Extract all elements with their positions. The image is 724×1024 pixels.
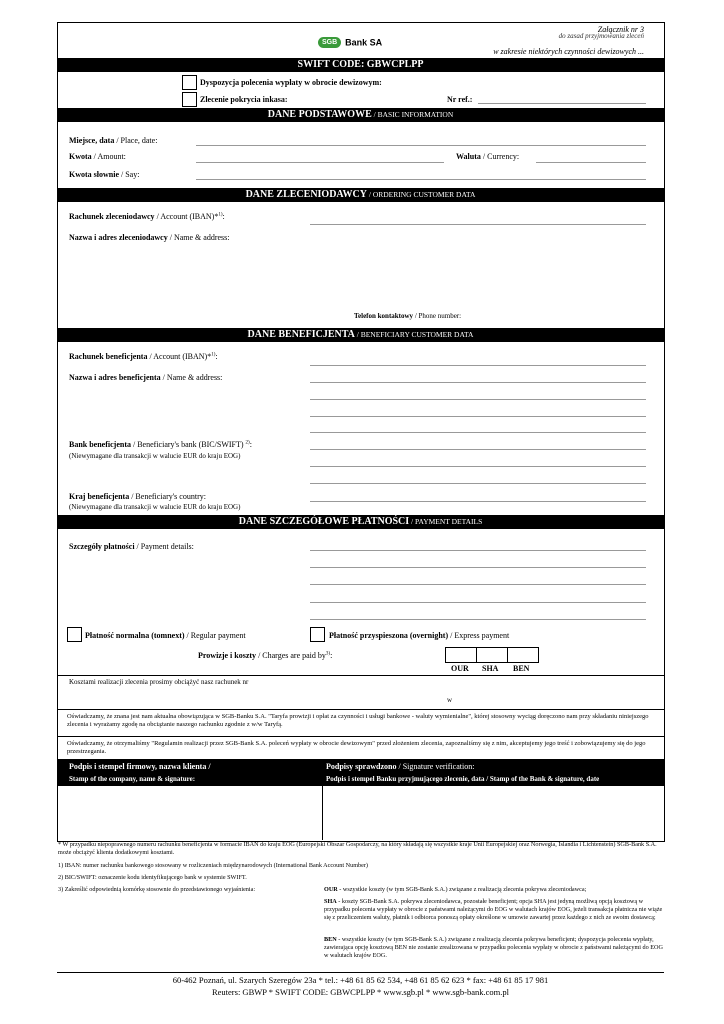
collection-checkbox[interactable] <box>182 92 197 107</box>
amount-words-field[interactable] <box>196 179 646 180</box>
footnote-2: 2) BIC/SWIFT: oznaczenie kodu identyfikującego bank w systemie SWIFT. <box>58 874 247 881</box>
footer-divider <box>57 972 664 973</box>
client-signature-title: Podpis i stempel firmowy, nazwa klienta / <box>69 762 211 771</box>
beneficiary-name-label: Nazwa i adres beneficjenta / Name & address: <box>69 373 223 382</box>
beneficiary-country-note: (Niewymagane dla transakcji w walucie EUR do kraju EOG) <box>69 503 241 511</box>
payment-details-line[interactable] <box>310 567 646 568</box>
ref-label: Nr ref.: <box>447 95 473 104</box>
bank-signature-box[interactable] <box>323 786 663 840</box>
express-payment-label: Płatność przyspieszona (overnight) / Express payment <box>329 631 510 640</box>
declaration-tariff: Oświadczamy, że znana jest nam aktualna obowiązująca w SGB-Banku S.A. "Taryfa prowizji i opłat za czynności i usługi bankowe - waluty wymienialne", której stosowny wyciąg doręczono nam przy składaniu niniejszego zlecenia i wyrażamy zgodę na obciążanie naszego rachunku zgodnie z w/w Taryfą. <box>67 713 649 728</box>
beneficiary-account-field[interactable] <box>310 365 646 366</box>
payment-details-line[interactable] <box>310 584 646 585</box>
beneficiary-name-line[interactable] <box>310 399 646 400</box>
regular-payment-label: Płatność normalna (tomnext) / Regular payment <box>85 631 246 640</box>
currency-label: Waluta / Currency: <box>456 152 520 161</box>
bank-signature-title: Podpisy sprawdzono / Signature verification: <box>326 762 475 771</box>
fee-sha-label: SHA <box>482 664 499 673</box>
attachment-sub: do zasad przyjmowania zleceń <box>558 32 644 40</box>
footnote-star: * W przypadku niepoprawnego numeru rachunku beneficjenta w formacie IBAN do kraju EOG (Europejski Obszar Gospodarczy, na który składają się wszystkie kraje Unii Europejskiej oraz Norwegia, Islandia i Lichtenstein) SGB-Bank S.A. może obciążyć klienta dodatkowymi kosztami. <box>58 841 657 856</box>
amount-field[interactable] <box>196 162 444 163</box>
fee-ben-label: BEN <box>513 664 530 673</box>
place-field[interactable] <box>196 145 646 146</box>
beneficiary-country-label: Kraj beneficjenta / Beneficiary's country: <box>69 492 206 501</box>
logo-text: Bank SA <box>345 37 383 48</box>
beneficiary-name-line[interactable] <box>310 416 646 417</box>
beneficiary-bank-note: (Niewymagane dla transakcji w walucie EUR do kraju EOG) <box>69 452 241 460</box>
logo-mark: SGB <box>318 37 341 48</box>
footnote-our: OUR - wszystkie koszty (w tym SGB-Bank S.A.) związane z realizacją zlecenia pokrywa zleceniodawca; <box>324 886 587 893</box>
declaration-regulations: Oświadczamy, że otrzymaliśmy "Regulamin realizacji przez SGB-Bank S.A. poleceń wypłaty w obrocie dewizowym" przed złożeniem zlecenia, zapoznaliśmy się z nim, akceptujemy jego treść i zobowiązujemy się do jego przestrzegania. <box>67 740 646 755</box>
currency-field[interactable] <box>536 162 646 163</box>
beneficiary-account-label: Rachunek beneficjenta / Account (IBAN)*$^{1)}$: <box>69 352 218 361</box>
costs-w: w <box>447 696 453 704</box>
express-payment-checkbox[interactable] <box>310 627 325 642</box>
footnote-ben: BEN - wszystkie koszty (w tym SGB-Bank S.A.) związane z realizacją zlecenia pokrywa beneficjent; dyspozycja polecenia wypłaty, zawierająca opcję kosztową BEN nie zostanie zrealizowana w przypadku polecenia wypłaty w obrocie z państwami należącymi do EOG w walutach krajów EOG. <box>324 936 663 959</box>
collection-label: Zlecenie pokrycia inkasa: <box>200 95 288 104</box>
declaration-divider <box>57 709 664 710</box>
ordering-account-field[interactable] <box>310 224 646 225</box>
beneficiary-bank-line[interactable] <box>310 466 646 467</box>
section-payment: DANE SZCZEGÓŁOWE PŁATNOŚCI / PAYMENT DETAILS <box>57 515 664 529</box>
bank-signature-sub: Podpis i stempel Banku przyjmującego zlecenie, data / Stamp of the Bank & signature, date <box>326 775 600 783</box>
footnote-3: 3) Zakreślić odpowiednią komórkę stosownie do przedstawionego wyjaśnienia: <box>58 886 256 893</box>
scope-label: w zakresie niektórych czynności dewizowych ... <box>493 47 644 56</box>
payment-details-label: Szczegóły płatności / Payment details: <box>69 542 194 551</box>
footnote-sha: SHA - koszty SGB-Bank S.A. pokrywa zleceniodawca, pozostałe beneficjent; opcja SHA jest jedyną możliwą opcją kosztową w przypadku polecenia wypłaty w obrocie z państwami należącymi do EOG w walutach krajów EOG, jeżeli transakcja płatnicza nie wiąże się z przeliczeniem waluty, płatnik i odbiorca ponoszą opłaty określone w umowie zawartej przez każdego z nich ze swoim dostawcą; <box>324 898 663 921</box>
footer-contacts: Reuters: GBWP * SWIFT CODE: GBWCPLPP * www.sgb.pl * www.sgb-bank.com.pl <box>211 987 510 997</box>
fee-sha-box[interactable] <box>476 647 508 663</box>
beneficiary-bank-line[interactable] <box>310 449 646 450</box>
footnote-1: 1) IBAN: numer rachunku bankowego stosowany w rozliczeniach międzynarodowych (International Bank Account Number) <box>58 862 368 869</box>
section-beneficiary: DANE BENEFICJENTA / BENEFICIARY CUSTOMER DATA <box>57 328 664 342</box>
footer-address: 60-462 Poznań, ul. Szarych Szeregów 23a * tel.: +48 61 85 62 534, +48 61 85 62 623 * fax: +48 61 85 17 981 <box>172 975 549 985</box>
ref-field[interactable] <box>478 103 646 104</box>
section-basic: DANE PODSTAWOWE / BASIC INFORMATION <box>57 108 664 122</box>
disposition-label: Dyspozycja polecenia wypłaty w obrocie dewizowym: <box>200 78 382 87</box>
beneficiary-country-field[interactable] <box>310 501 646 502</box>
fee-our-box[interactable] <box>445 647 477 663</box>
charges-label: Prowizje i koszty / Charges are paid $by^{3)}$: <box>198 651 333 660</box>
ordering-account-label: Rachunek zleceniodawcy / Account (IBAN)*$^{1)}$: <box>69 212 225 221</box>
attachment-label: Załącznik nr 3 <box>597 25 644 34</box>
beneficiary-name-line[interactable] <box>310 382 646 383</box>
place-label: Miejsce, data / Place, date: <box>69 136 158 145</box>
payment-details-line[interactable] <box>310 602 646 603</box>
client-signature-sub: Stamp of the company, name & signature: <box>69 775 196 783</box>
payment-details-line[interactable] <box>310 619 646 620</box>
ordering-name-label: Nazwa i adres zleceniodawcy / Name & address: <box>69 233 230 242</box>
client-signature-box[interactable] <box>57 786 323 840</box>
swift-bar: SWIFT CODE: GBWCPLPP <box>57 58 664 72</box>
phone-label: Telefon kontaktowy / Phone number: <box>354 312 462 320</box>
declaration-divider <box>57 736 664 737</box>
beneficiary-name-line[interactable] <box>310 432 646 433</box>
regular-payment-checkbox[interactable] <box>67 627 82 642</box>
amount-words-label: Kwota słownie / Say: <box>69 170 140 179</box>
section-ordering: DANE ZLECENIODAWCY / ORDERING CUSTOMER DATA <box>57 188 664 202</box>
fee-our-label: OUR <box>451 664 469 673</box>
payment-details-line[interactable] <box>310 550 646 551</box>
fee-ben-box[interactable] <box>507 647 539 663</box>
bank-logo <box>318 33 382 49</box>
costs-label: Kosztami realizacji zlecenia prosimy obciążyć nasz rachunek nr <box>69 678 249 686</box>
amount-label: Kwota / Amount: <box>69 152 126 161</box>
beneficiary-bank-label: Bank beneficjenta / Beneficiary's bank (BIC/SWIFT) $^{2)}$: <box>69 440 252 449</box>
disposition-checkbox[interactable] <box>182 75 197 90</box>
beneficiary-bank-line[interactable] <box>310 483 646 484</box>
costs-divider <box>57 675 664 676</box>
